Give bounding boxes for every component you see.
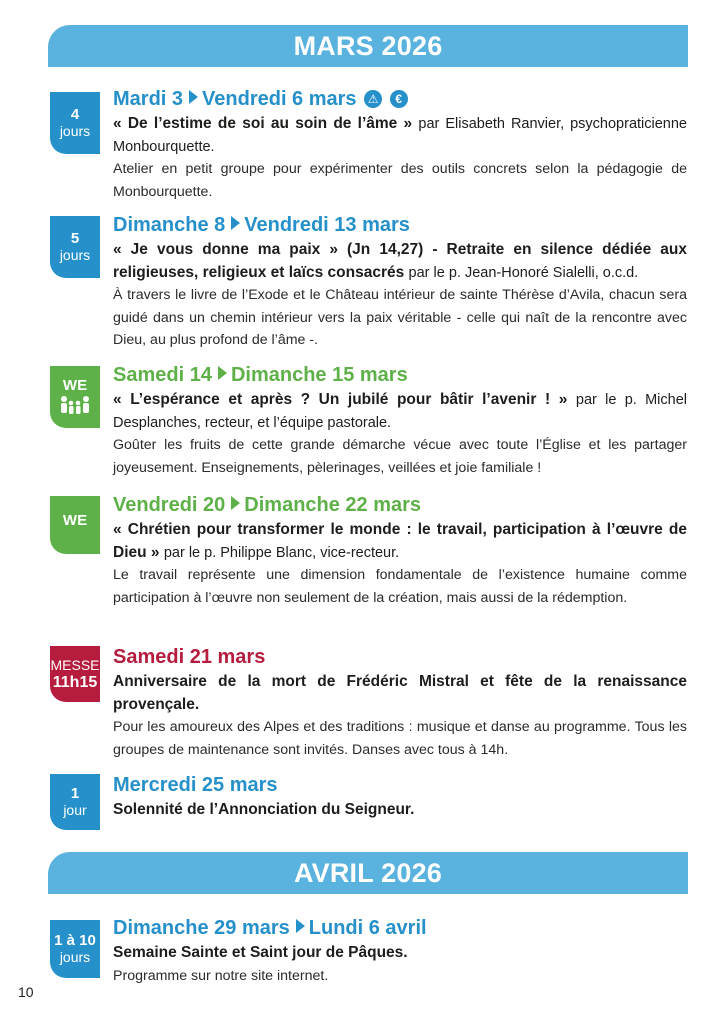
event-item — [113, 362, 687, 479]
event-title: Anniversaire de la mort de Frédéric Mistral et fête de la renaissance provençale. — [113, 673, 687, 713]
event-dates: Mercredi 25 mars — [113, 774, 278, 796]
event-title: « De l’estime de soi au soin de l’âme » par Elisabeth Ranvier, psychopraticienne Monbourquette. — [113, 115, 687, 155]
event-speaker: par le p. Philippe Blanc, vice-recteur. — [163, 544, 400, 561]
badge-time: 11h15 — [52, 674, 98, 691]
event-title: Semaine Sainte et Saint jour de Pâques. — [113, 944, 408, 961]
event-title: « L’espérance et après ? Un jubilé pour bâtir l’avenir ! » par le p. Michel Desplanches, recteur, et l’équipe pastorale. — [113, 391, 687, 431]
event-dates: Samedi 21 mars — [113, 646, 266, 668]
event-description: Pour les amoureux des Alpes et des traditions : musique et danse au programme. Tous les groupes de maintenance sont invités. Danses avec tous à 14h. — [113, 719, 687, 758]
duration-badge — [50, 92, 100, 154]
month-title: AVRIL 2026 — [293, 857, 443, 888]
badge-unit: jours — [59, 247, 91, 263]
arrow-right-icon — [231, 216, 240, 230]
event-item — [113, 86, 687, 203]
badge-number: 1 à 10 — [54, 932, 96, 949]
event-speaker: par le p. Michel Desplanches, recteur, et l’équipe pastorale. — [113, 392, 687, 431]
badge-unit: jour — [63, 802, 87, 818]
badge-number: 4 — [70, 106, 80, 123]
mass-badge — [50, 646, 100, 702]
event-dates: Mardi 3 Vendredi 6 mars ⚠ € — [113, 86, 687, 112]
event-item — [113, 212, 687, 352]
event-title: Solennité de l’Annonciation du Seigneur. — [113, 801, 415, 818]
month-title: MARS 2026 — [293, 30, 443, 61]
arrow-right-icon — [189, 90, 198, 104]
weekend-badge — [50, 496, 100, 554]
duration-badge — [50, 920, 100, 978]
page-number: 10 — [18, 984, 34, 1000]
event-item — [113, 492, 687, 609]
duration-badge — [50, 774, 100, 830]
weekend-badge — [50, 366, 100, 428]
accessibility-icon: ⚠ — [364, 90, 382, 108]
event-title: « Je vous donne ma paix » (Jn 14,27) - Retraite en silence dédiée aux religieuses, religieux et laïcs consacrés par le p. Jean-Honoré Sialelli, o.c.d. — [113, 241, 687, 281]
badge-number: 1 — [70, 785, 80, 802]
event-description: À travers le livre de l’Exode et le Château intérieur de sainte Thérèse d’Avila, chacun sera guidé dans un chemin intérieur vers la paix véritable - celle qui naît de la rencontre avec Dieu, au plus profond de l’âme -. — [113, 287, 687, 348]
badge-number: 5 — [70, 230, 80, 247]
event-speaker: par le p. Jean-Honoré Sialelli, o.c.d. — [408, 264, 639, 281]
event-speaker: par Elisabeth Ranvier, psychopraticienne Monbourquette. — [113, 116, 687, 155]
event-description: Programme sur notre site internet. — [113, 967, 329, 984]
arrow-right-icon — [231, 496, 240, 510]
family-icon — [58, 395, 92, 417]
event-dates: Vendredi 20 Dimanche 22 mars — [113, 494, 422, 516]
event-description: Goûter les fruits de cette grande démarche vécue avec toute l’Église et les partager joyeusement. Enseignements, pèlerinages, veillées et joie familiale ! — [113, 437, 687, 476]
badge-unit: jours — [59, 123, 91, 139]
euro-icon: € — [390, 90, 408, 108]
event-item — [113, 772, 687, 822]
event-title: « Chrétien pour transformer le monde : le travail, participation à l’œuvre de Dieu » par le p. Philippe Blanc, vice-recteur. — [113, 521, 687, 561]
event-dates: Samedi 14 Dimanche 15 mars — [113, 364, 408, 386]
event-description: Atelier en petit groupe pour expérimenter des outils concrets selon la pédagogie de Monbourquette. — [113, 161, 687, 200]
month-banner-avril — [48, 852, 688, 894]
duration-badge — [50, 216, 100, 278]
badge-label: MESSE — [50, 657, 100, 673]
event-dates: Dimanche 29 mars Lundi 6 avril — [113, 917, 427, 939]
month-banner-mars — [48, 25, 688, 67]
event-item — [113, 644, 687, 761]
arrow-right-icon — [218, 366, 227, 380]
badge-unit: jours — [59, 949, 91, 965]
arrow-right-icon — [296, 919, 305, 933]
event-dates: Dimanche 8 Vendredi 13 mars — [113, 214, 410, 236]
badge-label: WE — [62, 377, 88, 394]
event-description: Le travail représente une dimension fondamentale de l’existence humaine comme participation à l’œuvre non seulement de la création, mais aussi de la rédemption. — [113, 567, 687, 606]
badge-label: WE — [62, 512, 88, 529]
event-item — [113, 915, 687, 987]
